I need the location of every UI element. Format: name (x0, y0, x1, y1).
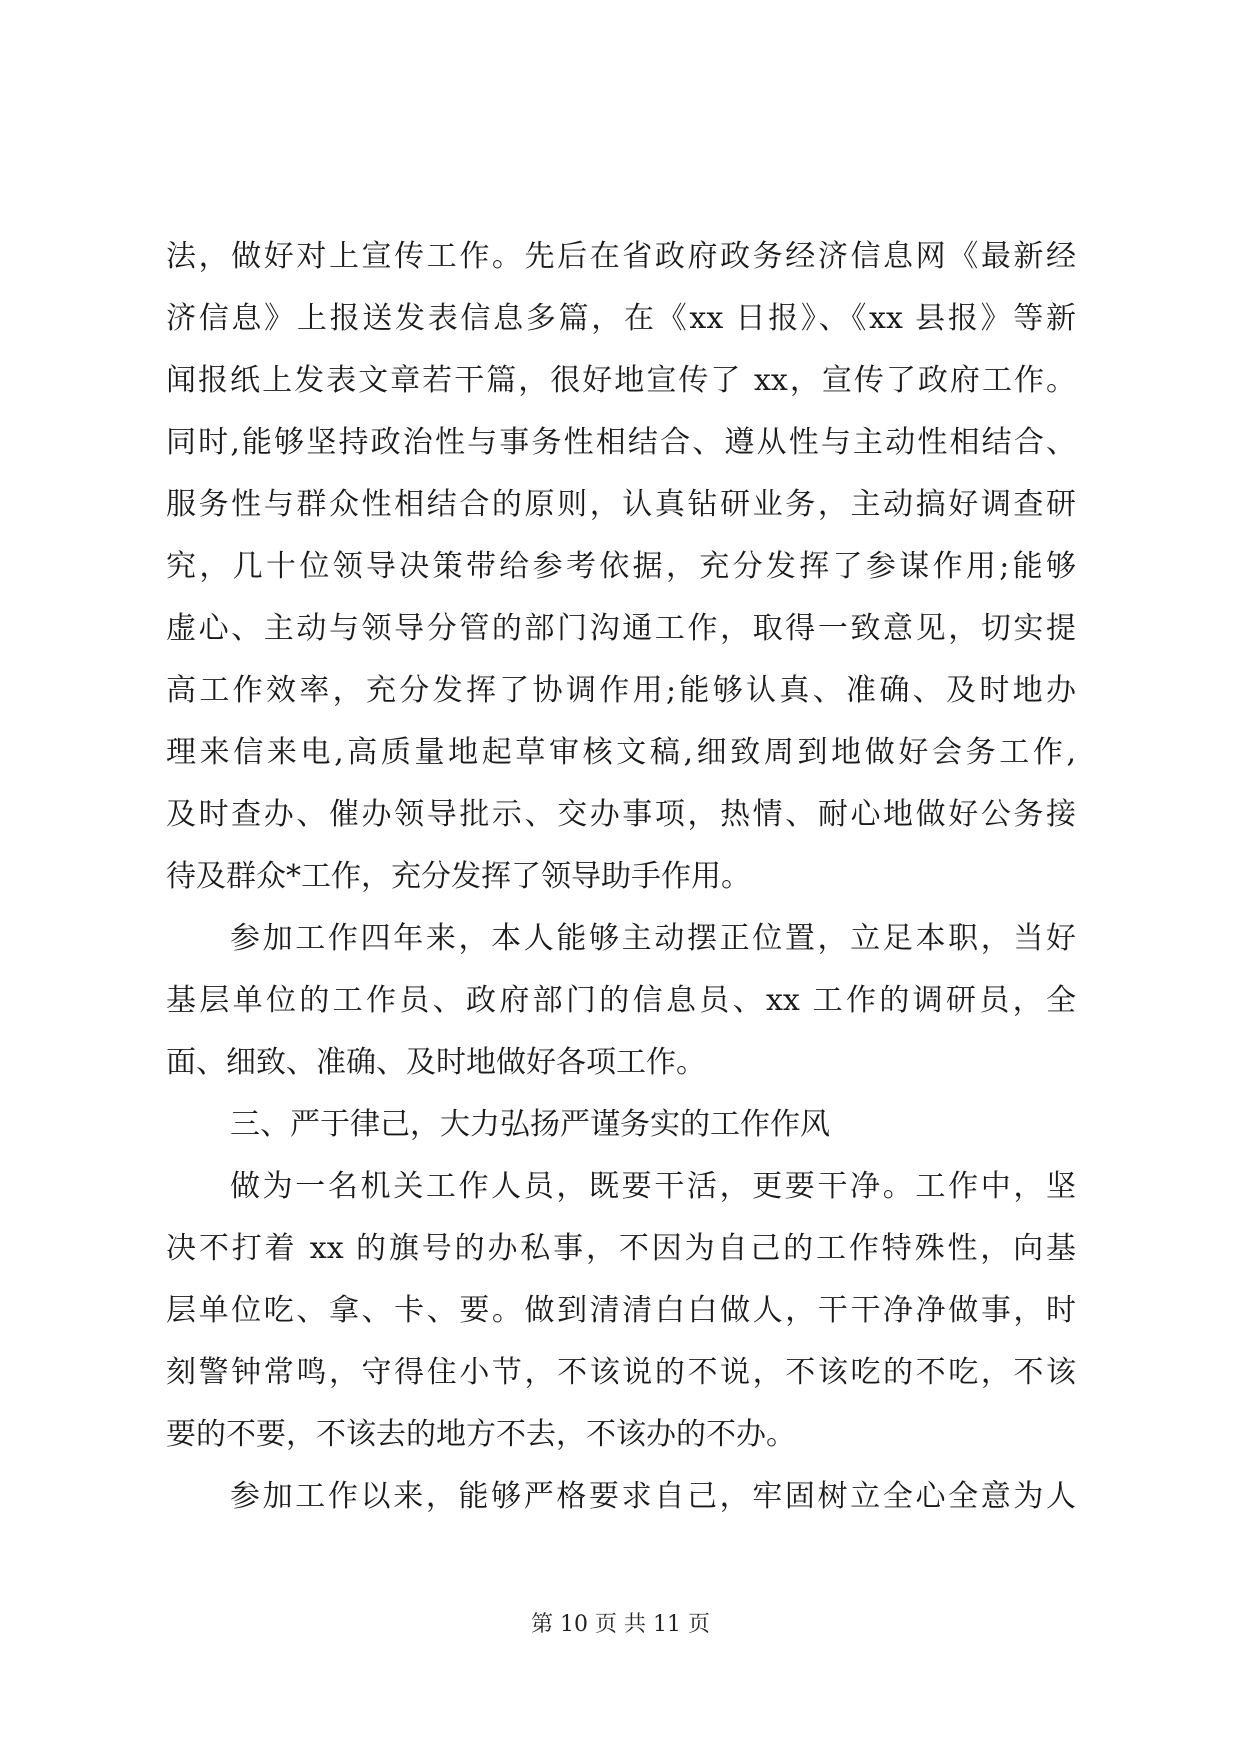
section-heading: 三、严于律己，大力弘扬严谨务实的工作作风 (230, 1107, 830, 1142)
text-line: 基层单位的工作员、政府部门的信息员、xx 工作的调研员，全 (166, 983, 1076, 1018)
text-line: 服务性与群众性相结合的原则，认真钻研业务，主动搞好调查研 (166, 487, 1076, 522)
paragraph-first-line: 参加工作以来，能够严格要求自己，牢固树立全心全意为人 (230, 1479, 1076, 1514)
text-line: 虚心、主动与领导分管的部门沟通工作，取得一致意见，切实提 (166, 611, 1076, 646)
text-line: 刻警钟常鸣，守得住小节，不该说的不说，不该吃的不吃，不该 (166, 1355, 1076, 1390)
text-line: 同时,能够坚持政治性与事务性相结合、遵从性与主动性相结合、 (166, 425, 1076, 460)
text-line: 面、细致、准确、及时地做好各项工作。 (166, 1045, 706, 1080)
text-line: 决不打着 xx 的旗号的办私事，不因为自己的工作特殊性，向基 (166, 1231, 1076, 1266)
text-line: 法，做好对上宣传工作。先后在省政府政务经济信息网《最新经 (166, 239, 1076, 274)
text-line: 高工作效率，充分发挥了协调作用;能够认真、准确、及时地办 (166, 673, 1076, 708)
text-line: 及时查办、催办领导批示、交办事项，热情、耐心地做好公务接 (166, 797, 1076, 832)
page-footer: 第 10 页 共 11 页 (531, 1612, 710, 1637)
text-line: 理来信来电,高质量地起草审核文稿,细致周到地做好会务工作, (166, 735, 1076, 770)
paragraph-first-line: 做为一名机关工作人员，既要干活，更要干净。工作中，坚 (230, 1169, 1076, 1204)
text-line: 济信息》上报送发表信息多篇，在《xx 日报》、《xx 县报》等新 (166, 301, 1076, 336)
document-body (166, 226, 1076, 1528)
text-line: 闻报纸上发表文章若干篇，很好地宣传了 xx，宣传了政府工作。 (166, 363, 1076, 398)
text-line: 要的不要，不该去的地方不去，不该办的不办。 (166, 1417, 796, 1452)
text-line: 层单位吃、拿、卡、要。做到清清白白做人，干干净净做事，时 (166, 1293, 1076, 1328)
text-line: 究，几十位领导决策带给参考依据，充分发挥了参谋作用;能够 (166, 549, 1076, 584)
text-line: 待及群众*工作，充分发挥了领导助手作用。 (166, 859, 751, 894)
paragraph-first-line: 参加工作四年来，本人能够主动摆正位置，立足本职，当好 (230, 921, 1076, 956)
